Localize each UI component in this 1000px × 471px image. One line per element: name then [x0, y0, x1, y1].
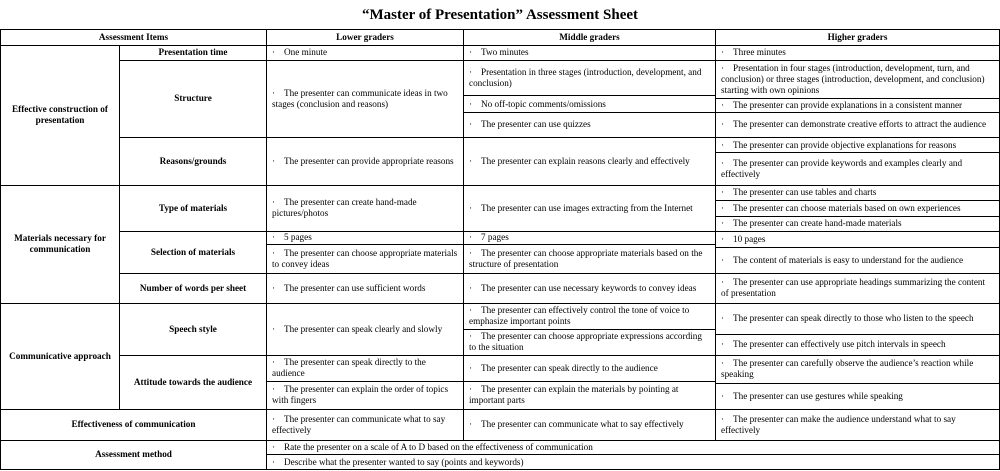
cell-reasons-higher-1: · The presenter can provide objective explanations for reasons	[716, 137, 1000, 153]
cell-selection-middle-2: · The presenter can choose appropriate materials based on the structure of presentation	[464, 244, 716, 273]
cell-attitude-higher-2: · The presenter can use gestures while speaking	[716, 383, 1000, 409]
bullet: ·	[272, 87, 276, 98]
cell-speech-middle-2: · The presenter can choose appropriate expressions according to the situation	[464, 329, 716, 355]
cell-speech-higher-1: · The presenter can speak directly to those who listen to the speech	[716, 303, 1000, 334]
cell-selection-lower-2: · The presenter can choose appropriate materials to convey ideas	[267, 244, 464, 273]
cell-words-higher: · The presenter can use appropriate headings summarizing the content of presentation	[716, 273, 1000, 303]
cell-structure-higher-3: · The presenter can demonstrate creative efforts to attract the audience	[716, 112, 1000, 137]
bullet: ·	[272, 357, 276, 368]
cell-effectiveness-middle: · The presenter can communicate what to say effectively	[464, 409, 716, 440]
bullet: ·	[469, 362, 473, 373]
cell-type-higher-3: · The presenter can create hand-made materials	[716, 216, 1000, 232]
category-effectiveness: Effectiveness of communication	[1, 409, 267, 440]
cell-structure-middle-2: · No off-topic comments/omissions	[464, 96, 716, 113]
cell-words-middle: · The presenter can use necessary keywords to convey ideas	[464, 273, 716, 303]
cell-structure-middle-1: · Presentation in three stages (introduction, development, and conclusion)	[464, 61, 716, 96]
bullet: ·	[721, 119, 725, 130]
row-presentation-time	[1, 45, 1000, 61]
cell-reasons-higher-2: · The presenter can provide keywords and examples clearly and effectively	[716, 153, 1000, 185]
bullet: ·	[721, 139, 725, 150]
bullet: ·	[721, 254, 725, 265]
cell-selection-higher-1: · 10 pages	[716, 232, 1000, 248]
bullet: ·	[272, 247, 276, 258]
cell-structure-higher-2: · The presenter can provide explanations in a consistent manner	[716, 99, 1000, 112]
cell-attitude-higher-1: · The presenter can carefully observe the audience’s reaction while speaking	[716, 355, 1000, 383]
bullet: ·	[272, 384, 276, 395]
bullet: ·	[721, 358, 725, 369]
cell-selection-middle-1: · 7 pages	[464, 232, 716, 244]
cell-reasons-lower: · The presenter can provide appropriate reasons	[267, 137, 464, 185]
header-higher-graders: Higher graders	[716, 30, 1000, 46]
bullet: ·	[272, 323, 276, 334]
item-speech-style: Speech style	[120, 303, 267, 355]
bullet: ·	[721, 277, 725, 288]
bullet: ·	[469, 202, 473, 213]
cell-effectiveness-lower: · The presenter can communicate what to say effectively	[267, 409, 464, 440]
cell-structure-higher-1: · Presentation in four stages (introduction, development, turn, and conclusion) or three stages (introduction, development, and conclusion) starting with own opinions	[716, 61, 1000, 99]
row-effectiveness	[1, 409, 1000, 440]
row-structure-1	[1, 61, 1000, 79]
cell-type-higher-2: · The presenter can choose materials based on own experiences	[716, 201, 1000, 217]
cell-speech-lower: · The presenter can speak clearly and slowly	[267, 303, 464, 355]
row-words	[1, 273, 1000, 303]
bullet: ·	[469, 247, 473, 258]
assessment-table	[0, 29, 1000, 470]
bullet: ·	[469, 232, 473, 243]
bullet: ·	[272, 442, 276, 453]
bullet: ·	[721, 413, 725, 424]
bullet: ·	[272, 155, 276, 166]
bullet: ·	[469, 331, 473, 342]
item-words-per-sheet: Number of words per sheet	[120, 273, 267, 303]
row-reasons-1	[1, 137, 1000, 153]
cell-words-lower: · The presenter can use sufficient words	[267, 273, 464, 303]
cell-type-lower: · The presenter can create hand-made pictures/photos	[267, 185, 464, 232]
cell-attitude-lower-1: · The presenter can speak directly to the audience	[267, 355, 464, 381]
bullet: ·	[272, 413, 276, 424]
bullet: ·	[721, 313, 725, 324]
cell-time-lower: · One minute	[267, 45, 464, 61]
bullet: ·	[469, 155, 473, 166]
row-selection-1	[1, 232, 1000, 237]
category-assessment-method: Assessment method	[1, 440, 267, 469]
bullet: ·	[272, 282, 276, 293]
bullet: ·	[469, 119, 473, 130]
header-row	[1, 30, 1000, 46]
row-attitude-1	[1, 355, 1000, 381]
cell-structure-lower: · The presenter can communicate ideas in two stages (conclusion and reasons)	[267, 61, 464, 138]
bullet: ·	[721, 47, 725, 58]
item-presentation-time: Presentation time	[120, 45, 267, 61]
bullet: ·	[721, 339, 725, 350]
item-structure: Structure	[120, 61, 267, 138]
method-line-1: · Rate the presenter on a scale of A to D based on the effectiveness of communication	[267, 440, 1000, 455]
bullet: ·	[272, 232, 276, 243]
cell-time-middle: · Two minutes	[464, 45, 716, 61]
cell-structure-middle-3: · The presenter can use quizzes	[464, 112, 716, 137]
bullet: ·	[721, 390, 725, 401]
item-selection-of-materials: Selection of materials	[120, 232, 267, 274]
bullet: ·	[721, 234, 725, 245]
header-middle-graders: Middle graders	[464, 30, 716, 46]
cell-selection-higher-2: · The content of materials is easy to understand for the audience	[716, 247, 1000, 273]
cell-selection-lower-1: · 5 pages	[267, 232, 464, 244]
bullet: ·	[469, 384, 473, 395]
bullet: ·	[721, 187, 725, 198]
bullet: ·	[469, 47, 473, 58]
bullet: ·	[469, 282, 473, 293]
cell-type-middle: · The presenter can use images extracting from the Internet	[464, 185, 716, 232]
sheet-title: “Master of Presentation” Assessment Sheet	[361, 7, 639, 23]
bullet: ·	[469, 305, 473, 316]
cell-speech-middle-1: · The presenter can effectively control the tone of voice to emphasize important points	[464, 303, 716, 329]
header-assessment-items: Assessment Items	[1, 30, 267, 46]
cell-speech-higher-2: · The presenter can effectively use pitch intervals in speech	[716, 334, 1000, 355]
method-line-2: · Describe what the presenter wanted to say (points and keywords)	[267, 455, 1000, 470]
row-type-1	[1, 185, 1000, 201]
bullet: ·	[721, 157, 725, 168]
category-approach: Communicative approach	[1, 303, 120, 409]
row-speech-1	[1, 303, 1000, 329]
bullet: ·	[721, 63, 725, 74]
bullet: ·	[469, 67, 473, 78]
bullet: ·	[272, 197, 276, 208]
bullet: ·	[721, 100, 725, 111]
item-reasons: Reasons/grounds	[120, 137, 267, 185]
header-lower-graders: Lower graders	[267, 30, 464, 46]
cell-time-higher: · Three minutes	[716, 45, 1000, 61]
category-materials: Materials necessary for communication	[1, 185, 120, 303]
cell-effectiveness-higher: · The presenter can make the audience understand what to say effectively	[716, 409, 1000, 440]
bullet: ·	[272, 456, 276, 467]
bullet: ·	[469, 98, 473, 109]
cell-type-higher-1: · The presenter can use tables and charts	[716, 185, 1000, 201]
row-method-1	[1, 440, 1000, 455]
cell-attitude-lower-2: · The presenter can explain the order of topics with fingers	[267, 381, 464, 409]
bullet: ·	[721, 202, 725, 213]
cell-attitude-middle-2: · The presenter can explain the materials by pointing at important parts	[464, 381, 716, 409]
cell-attitude-middle-1: · The presenter can speak directly to the audience	[464, 355, 716, 381]
item-type-of-materials: Type of materials	[120, 185, 267, 232]
bullet: ·	[721, 218, 725, 229]
bullet: ·	[272, 47, 276, 58]
category-construction: Effective construction of presentation	[1, 45, 120, 185]
cell-reasons-middle: · The presenter can explain reasons clearly and effectively	[464, 137, 716, 185]
bullet: ·	[469, 419, 473, 430]
item-attitude: Attitude towards the audience	[120, 355, 267, 409]
